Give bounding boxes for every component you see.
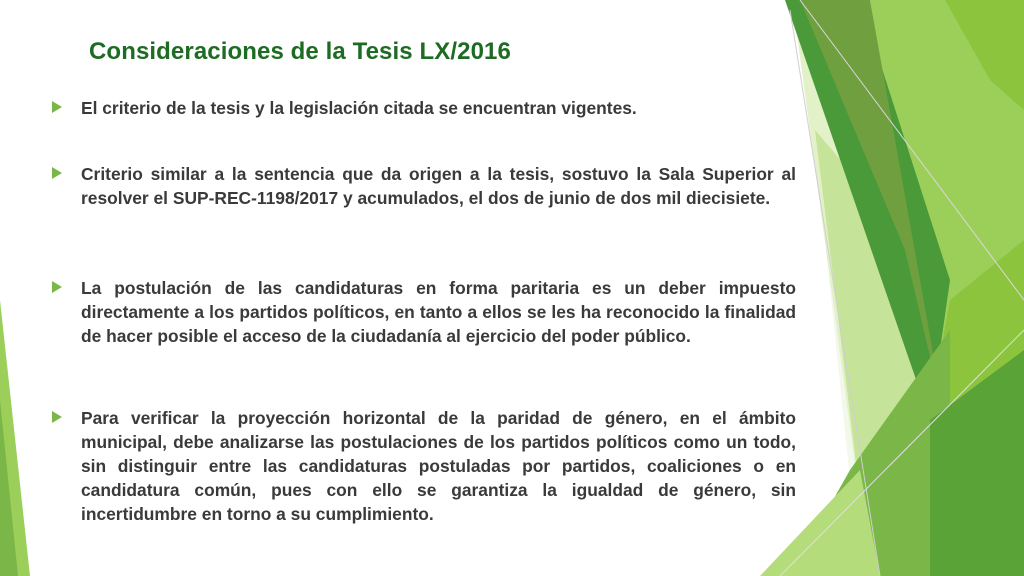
bullet-item (52, 276, 796, 348)
bullet-text: La postulación de las candidaturas en forma paritaria es un deber impuesto directamente a los partidos políticos, en tanto a ellos se les ha reconocido la finalidad de hacer posible el acceso de la ciudadanía al ejercicio del poder público. (81, 278, 796, 346)
bullet-arrow-icon (52, 101, 62, 113)
bullet-arrow-icon (52, 411, 62, 423)
bullet-text: Criterio similar a la sentencia que da origen a la tesis, sostuvo la Sala Superior al resolver el SUP-REC-1198/2017 y acumulados, el dos de junio de dos mil diecisiete. (81, 164, 796, 208)
bullet-item (52, 96, 796, 120)
bullet-arrow-icon (52, 167, 62, 179)
bullet-item (52, 162, 796, 210)
bullet-text: El criterio de la tesis y la legislación citada se encuentran vigentes. (81, 98, 637, 118)
bullet-item (52, 406, 796, 526)
slide-title: Consideraciones de la Tesis LX/2016 (89, 38, 511, 65)
bullet-arrow-icon (52, 281, 62, 293)
bullet-text: Para verificar la proyección horizontal de la paridad de género, en el ámbito municipal, debe analizarse las postulaciones de los partidos políticos como un todo, sin distinguir entre las candidaturas postuladas por partidos, coaliciones o en candidatura común, pues con ello se garantiza la igualdad de género, sin incertidumbre en torno a su cumplimiento. (81, 408, 796, 524)
